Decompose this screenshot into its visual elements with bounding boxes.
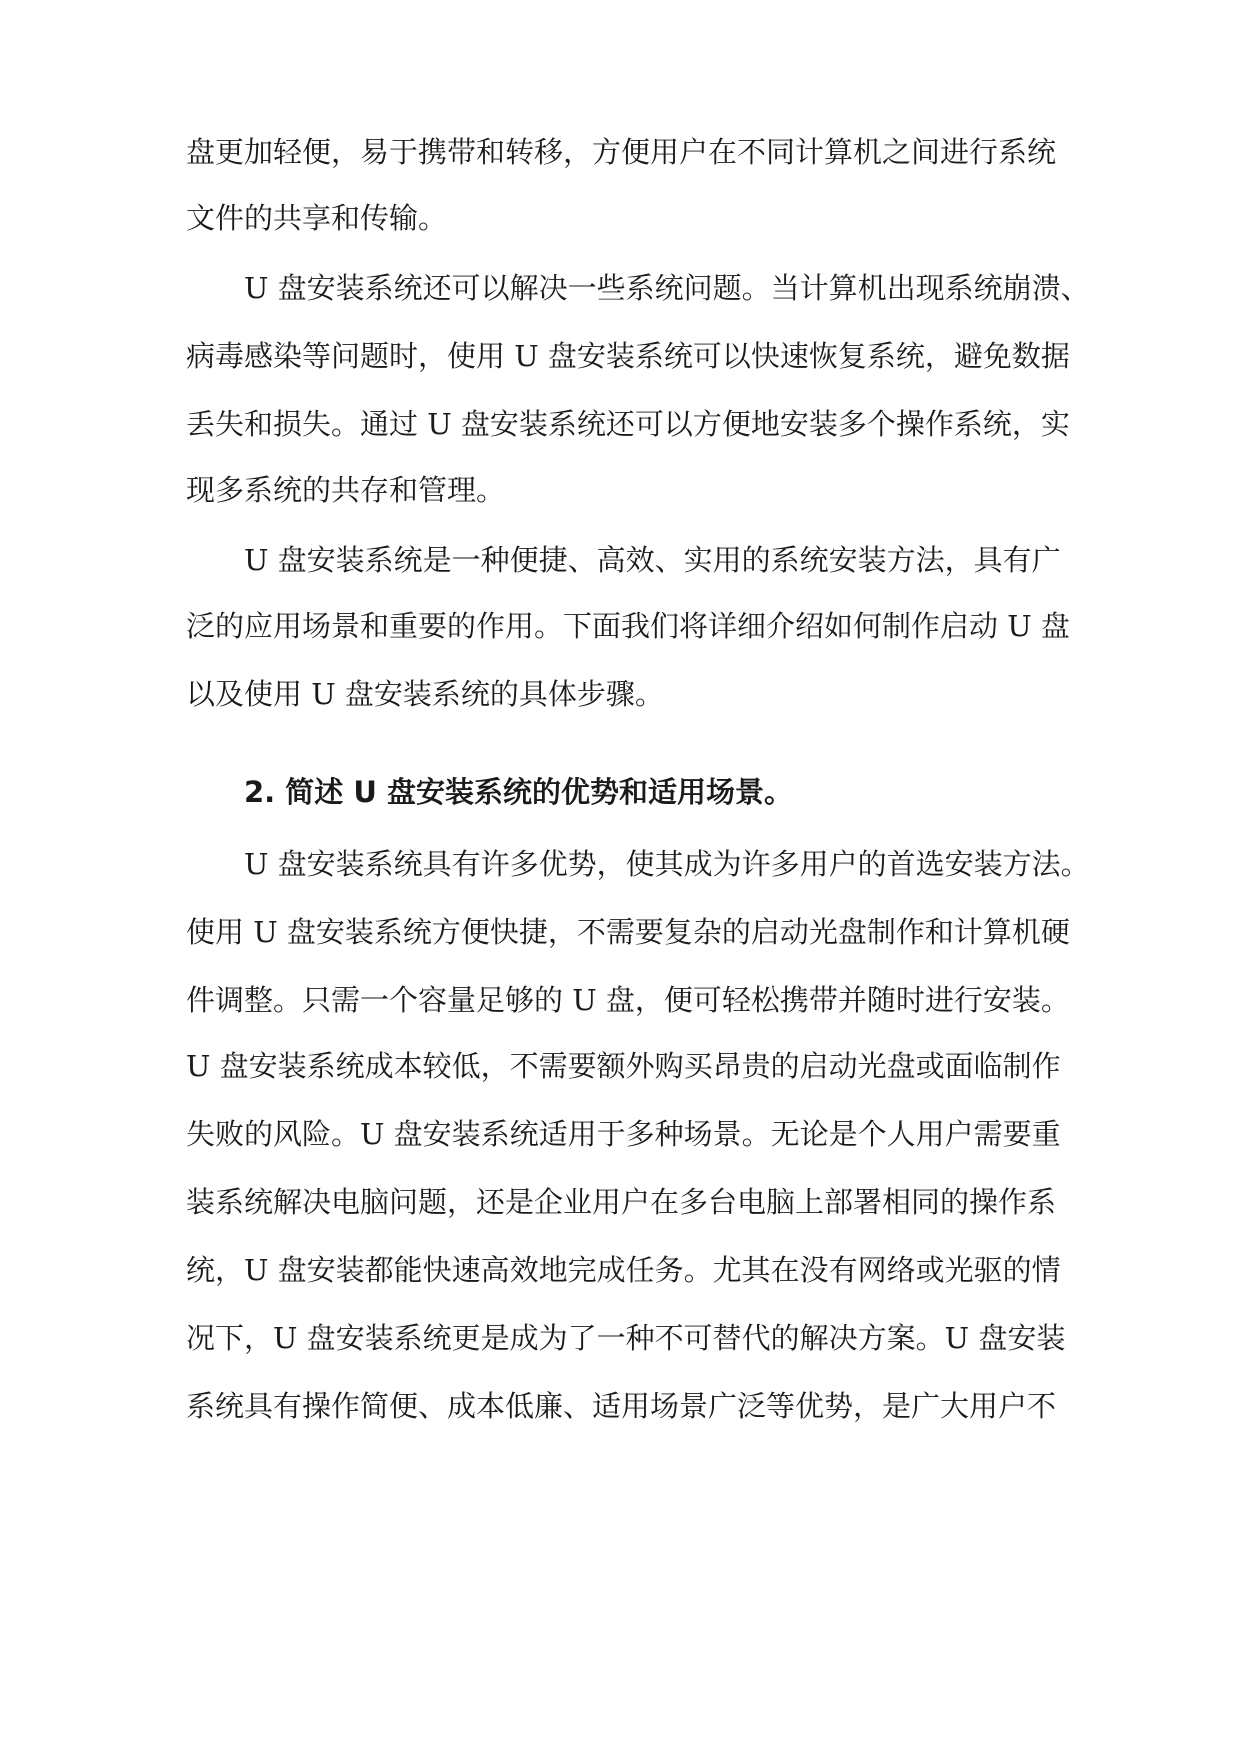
paragraph-line: 使用 U 盘安装系统方便快捷，不需要复杂的启动光盘制作和计算机硬 (186, 915, 1070, 949)
section-heading: 2. 简述 U 盘安装系统的优势和适用场景。 (244, 775, 794, 809)
paragraph-line: 失败的风险。U 盘安装系统适用于多种场景。无论是个人用户需要重 (186, 1117, 1061, 1151)
paragraph-line: U 盘安装系统还可以解决一些系统问题。当计算机出现系统崩溃、 (244, 271, 1090, 305)
paragraph-line: 统，U 盘安装都能快速高效地完成任务。尤其在没有网络或光驱的情 (186, 1253, 1061, 1287)
paragraph-line: 泛的应用场景和重要的作用。下面我们将详细介绍如何制作启动 U 盘 (186, 609, 1070, 643)
paragraph-line: 病毒感染等问题时，使用 U 盘安装系统可以快速恢复系统，避免数据 (186, 339, 1070, 373)
paragraph-line: 况下，U 盘安装系统更是成为了一种不可替代的解决方案。U 盘安装 (186, 1321, 1066, 1355)
paragraph-line: 装系统解决电脑问题，还是企业用户在多台电脑上部署相同的操作系 (186, 1185, 1057, 1219)
paragraph-line: 盘更加轻便，易于携带和转移，方便用户在不同计算机之间进行系统 (186, 135, 1057, 169)
paragraph-line: 现多系统的共存和管理。 (186, 473, 506, 507)
paragraph-line: U 盘安装系统是一种便捷、高效、实用的系统安装方法，具有广 (244, 543, 1061, 577)
paragraph-line: 件调整。只需一个容量足够的 U 盘，便可轻松携带并随时进行安装。 (186, 983, 1070, 1017)
paragraph-line: U 盘安装系统具有许多优势，使其成为许多用户的首选安装方法。 (244, 847, 1090, 881)
paragraph-line: 以及使用 U 盘安装系统的具体步骤。 (186, 677, 664, 711)
paragraph-line: 丢失和损失。通过 U 盘安装系统还可以方便地安装多个操作系统，实 (186, 407, 1070, 441)
paragraph-line: 文件的共享和传输。 (186, 201, 448, 235)
paragraph-line: U 盘安装系统成本较低，不需要额外购买昂贵的启动光盘或面临制作 (186, 1049, 1061, 1083)
document-body (186, 0, 1090, 1754)
paragraph-line: 系统具有操作简便、成本低廉、适用场景广泛等优势，是广大用户不 (186, 1389, 1057, 1423)
